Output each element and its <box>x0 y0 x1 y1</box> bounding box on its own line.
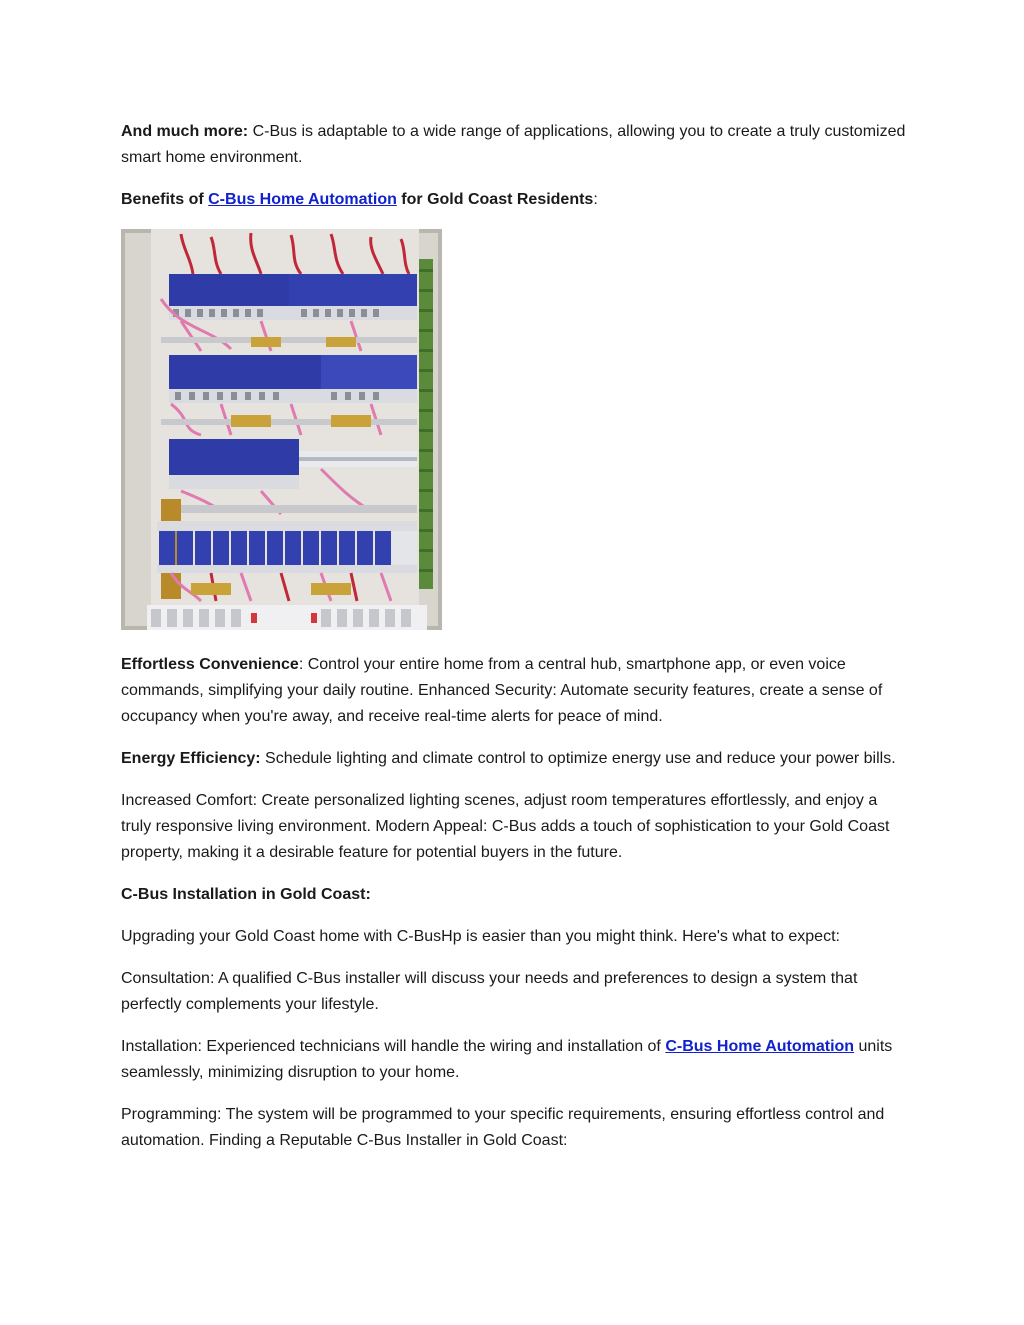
installation-heading-text: C-Bus Installation in Gold Coast: <box>121 886 371 903</box>
benefits-prefix: Benefits of <box>121 191 209 208</box>
intro-text: C-Bus is adaptable to a wide range of applications, allowing you to create a truly customized smart home environment. <box>121 123 906 166</box>
comfort-paragraph: Increased Comfort: Create personalized lighting scenes, adjust room temperatures effortlessly, and enjoy a truly responsive living environment. Modern Appeal: C-Bus adds a touch of sophistication to your Gold Coast property, making it a desirable feature for potential buyers in the future. <box>121 792 890 861</box>
installation-heading <box>121 882 911 908</box>
electrical-panel-photo <box>121 229 442 630</box>
cbus-home-automation-link-2[interactable]: C-Bus Home Automation <box>665 1038 855 1055</box>
convenience-lead: Effortless Convenience <box>121 656 299 673</box>
energy-text: Schedule lighting and climate control to optimize energy use and reduce your power bills. <box>260 750 896 767</box>
installation-suffix: units seamlessly, minimizing disruption to your home. <box>121 1038 893 1081</box>
cbus-home-automation-link[interactable]: C-Bus Home Automation <box>208 191 397 208</box>
installation-paragraph <box>121 1034 911 1086</box>
benefits-suffix: for Gold Coast Residents <box>396 191 594 208</box>
benefits-heading <box>121 187 911 213</box>
consultation-paragraph: Consultation: A qualified C-Bus installer will discuss your needs and preferences to design a system that perfectly complements your lifestyle. <box>121 970 858 1013</box>
programming-paragraph: Programming: The system will be programmed to your specific requirements, ensuring effortless control and automation. Finding a Reputable C-Bus Installer in Gold Coast: <box>121 1106 885 1149</box>
convenience-text: : Control your entire home from a central hub, smartphone app, or even voice commands, simplifying your daily routine. Enhanced Security: Automate security features, create a sense of occupancy when you're away, and receive real-time alerts for peace of mind. <box>121 656 883 725</box>
energy-lead: Energy Efficiency: <box>121 750 261 767</box>
benefits-colon: : <box>593 191 598 208</box>
convenience-paragraph <box>121 652 911 730</box>
upgrading-paragraph: Upgrading your Gold Coast home with C-BusHp is easier than you might think. Here's what to expect: <box>121 928 840 945</box>
intro-lead: And much more: <box>121 123 249 140</box>
intro-paragraph <box>121 119 911 171</box>
document-page <box>121 119 911 1170</box>
installation-prefix: Installation: Experienced technicians will handle the wiring and installation of <box>121 1038 666 1055</box>
energy-paragraph <box>121 746 911 772</box>
